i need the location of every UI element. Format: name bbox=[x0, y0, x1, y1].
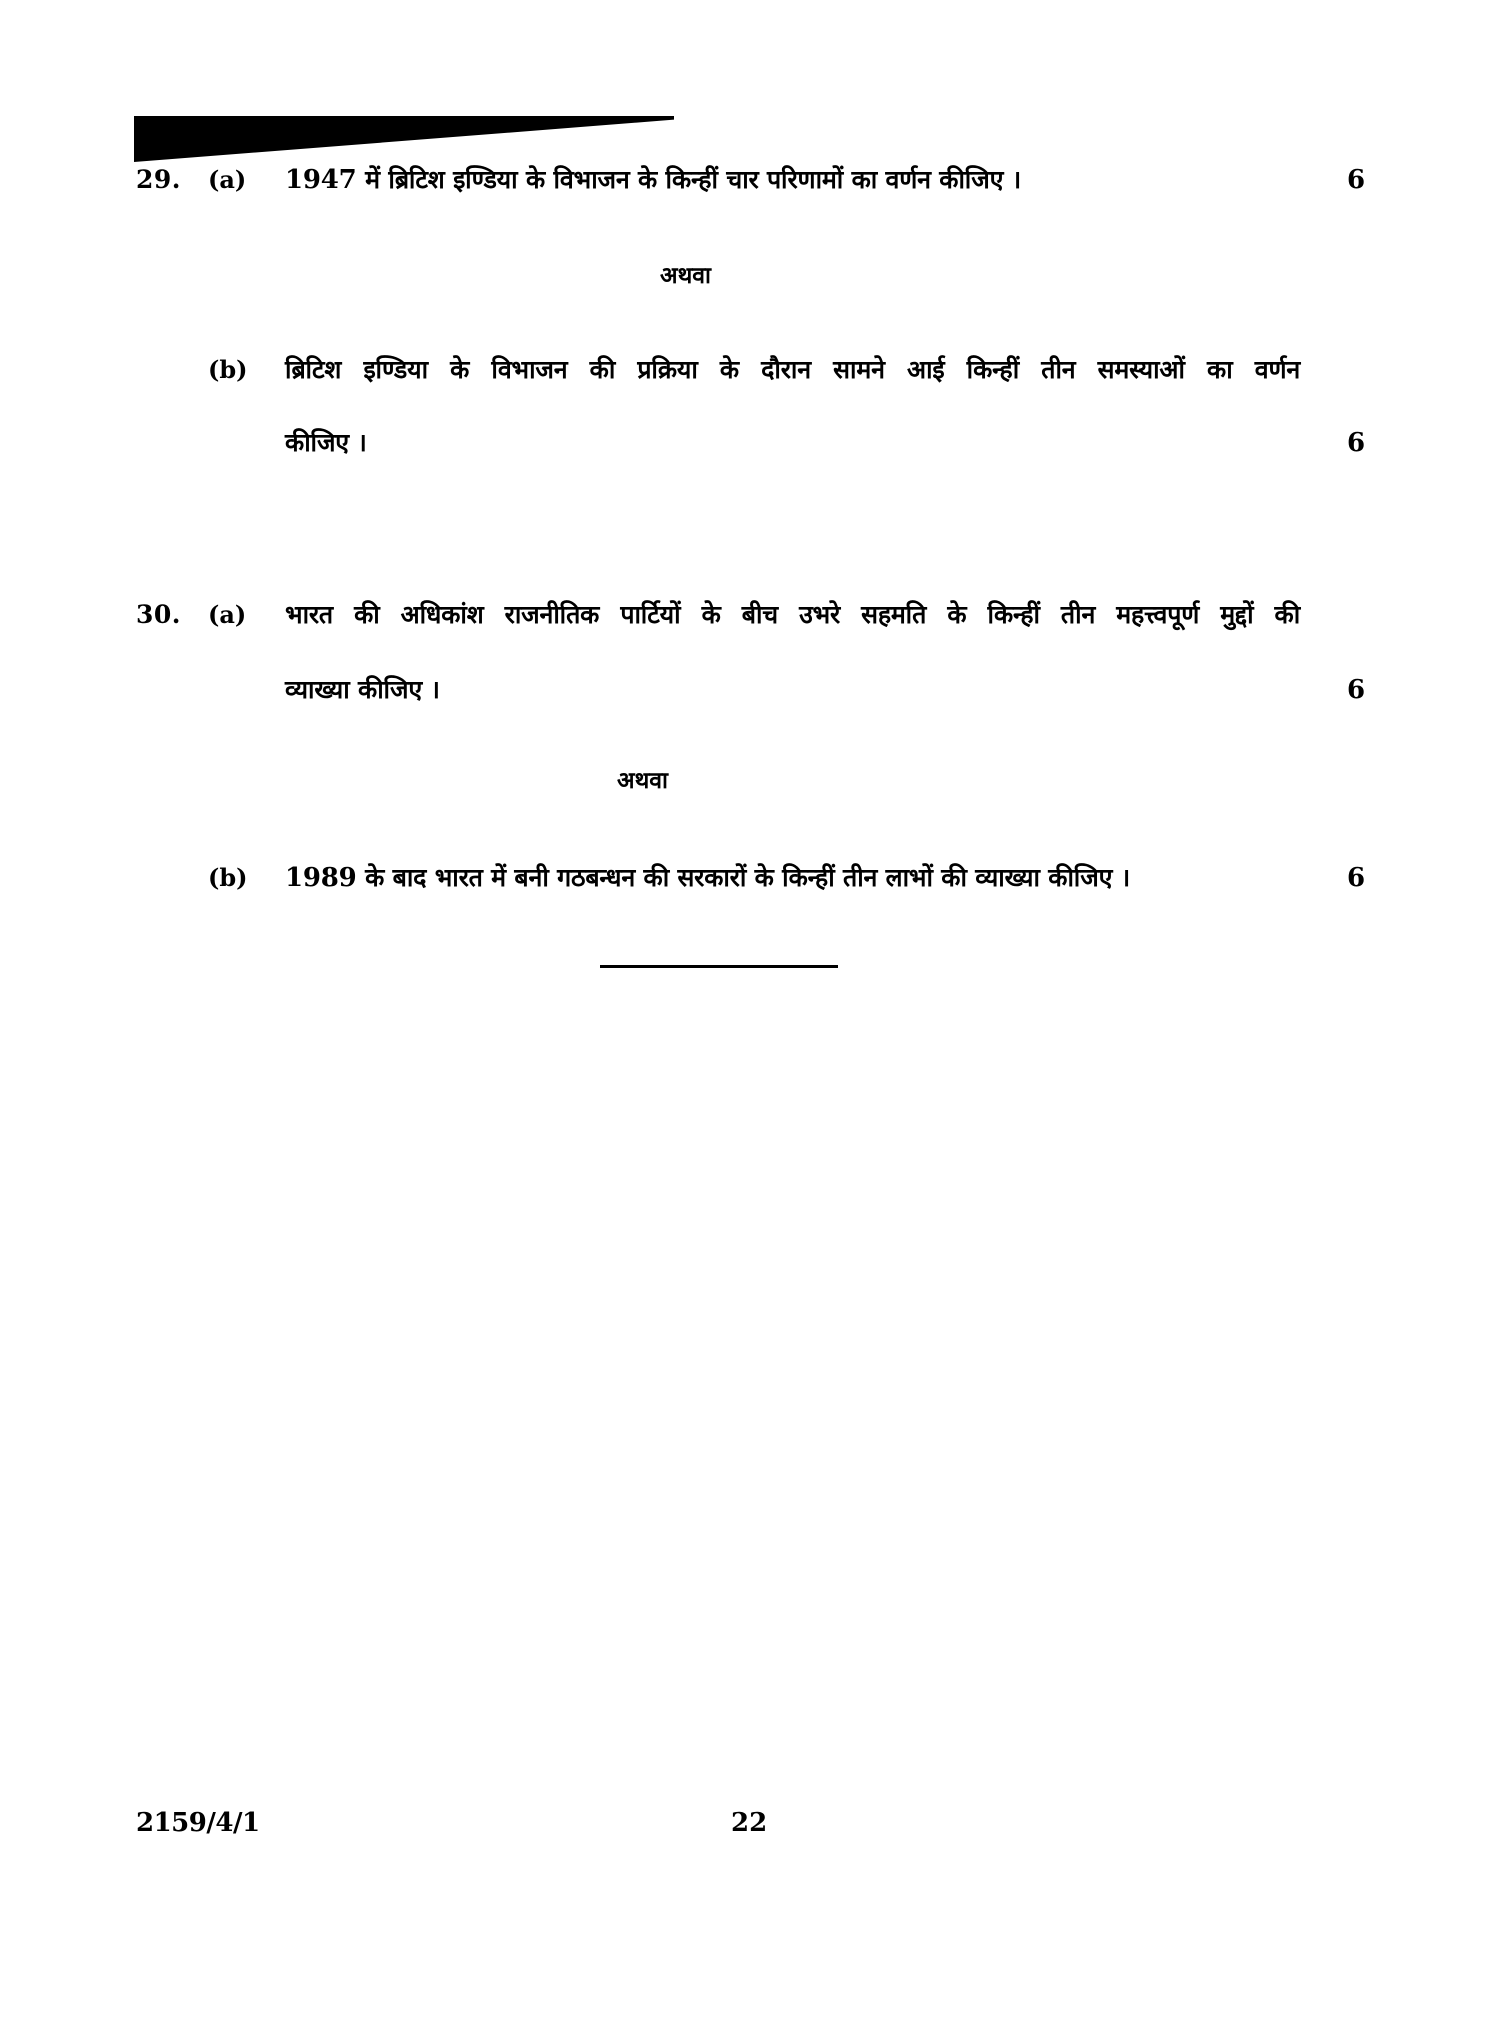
marks: 6 bbox=[1347, 165, 1366, 195]
question-text-line: कीजिए । bbox=[285, 428, 367, 457]
question-text-line: व्याख्या कीजिए । bbox=[285, 675, 440, 704]
question-text-line: ब्रिटिश इण्डिया के विभाजन की प्रक्रिया के दौरान सामने आई किन्हीं तीन समस्याओं का वर्णन bbox=[285, 355, 1300, 384]
or-label: अथवा bbox=[660, 263, 712, 289]
paper-code: 2159/4/1 bbox=[136, 1808, 260, 1838]
part-label: (b) bbox=[208, 355, 248, 384]
year: 1989 bbox=[285, 863, 357, 893]
question-30a-continued bbox=[0, 670, 1505, 710]
marks: 6 bbox=[1347, 428, 1366, 458]
or-label: अथवा bbox=[617, 768, 669, 794]
question-number: 29. bbox=[136, 165, 181, 194]
redaction-bar bbox=[134, 116, 674, 162]
question-29b-continued bbox=[0, 423, 1505, 463]
year: 1947 bbox=[285, 165, 357, 195]
page-number: 22 bbox=[731, 1808, 768, 1838]
question-text-line: भारत की अधिकांश राजनीतिक पार्टियों के बीच उभरे सहमति के किन्हीं तीन महत्त्वपूर्ण मुद्दों की bbox=[285, 600, 1300, 629]
question-30a bbox=[0, 595, 1505, 635]
question-29b bbox=[0, 350, 1505, 390]
marks: 6 bbox=[1347, 675, 1366, 705]
part-label: (b) bbox=[208, 863, 248, 892]
end-separator-line bbox=[600, 965, 838, 968]
question-number: 30. bbox=[136, 600, 181, 629]
part-label: (a) bbox=[208, 165, 247, 194]
question-29a bbox=[0, 160, 1505, 200]
question-30b bbox=[0, 858, 1505, 898]
question-text-line: में ब्रिटिश इण्डिया के विभाजन के किन्हीं चार परिणामों का वर्णन कीजिए । bbox=[365, 165, 1022, 194]
question-text bbox=[285, 858, 1130, 898]
marks: 6 bbox=[1347, 863, 1366, 893]
question-text bbox=[285, 160, 1021, 200]
part-label: (a) bbox=[208, 600, 247, 629]
question-text-line: के बाद भारत में बनी गठबन्धन की सरकारों के किन्हीं तीन लाभों की व्याख्या कीजिए । bbox=[365, 863, 1130, 892]
